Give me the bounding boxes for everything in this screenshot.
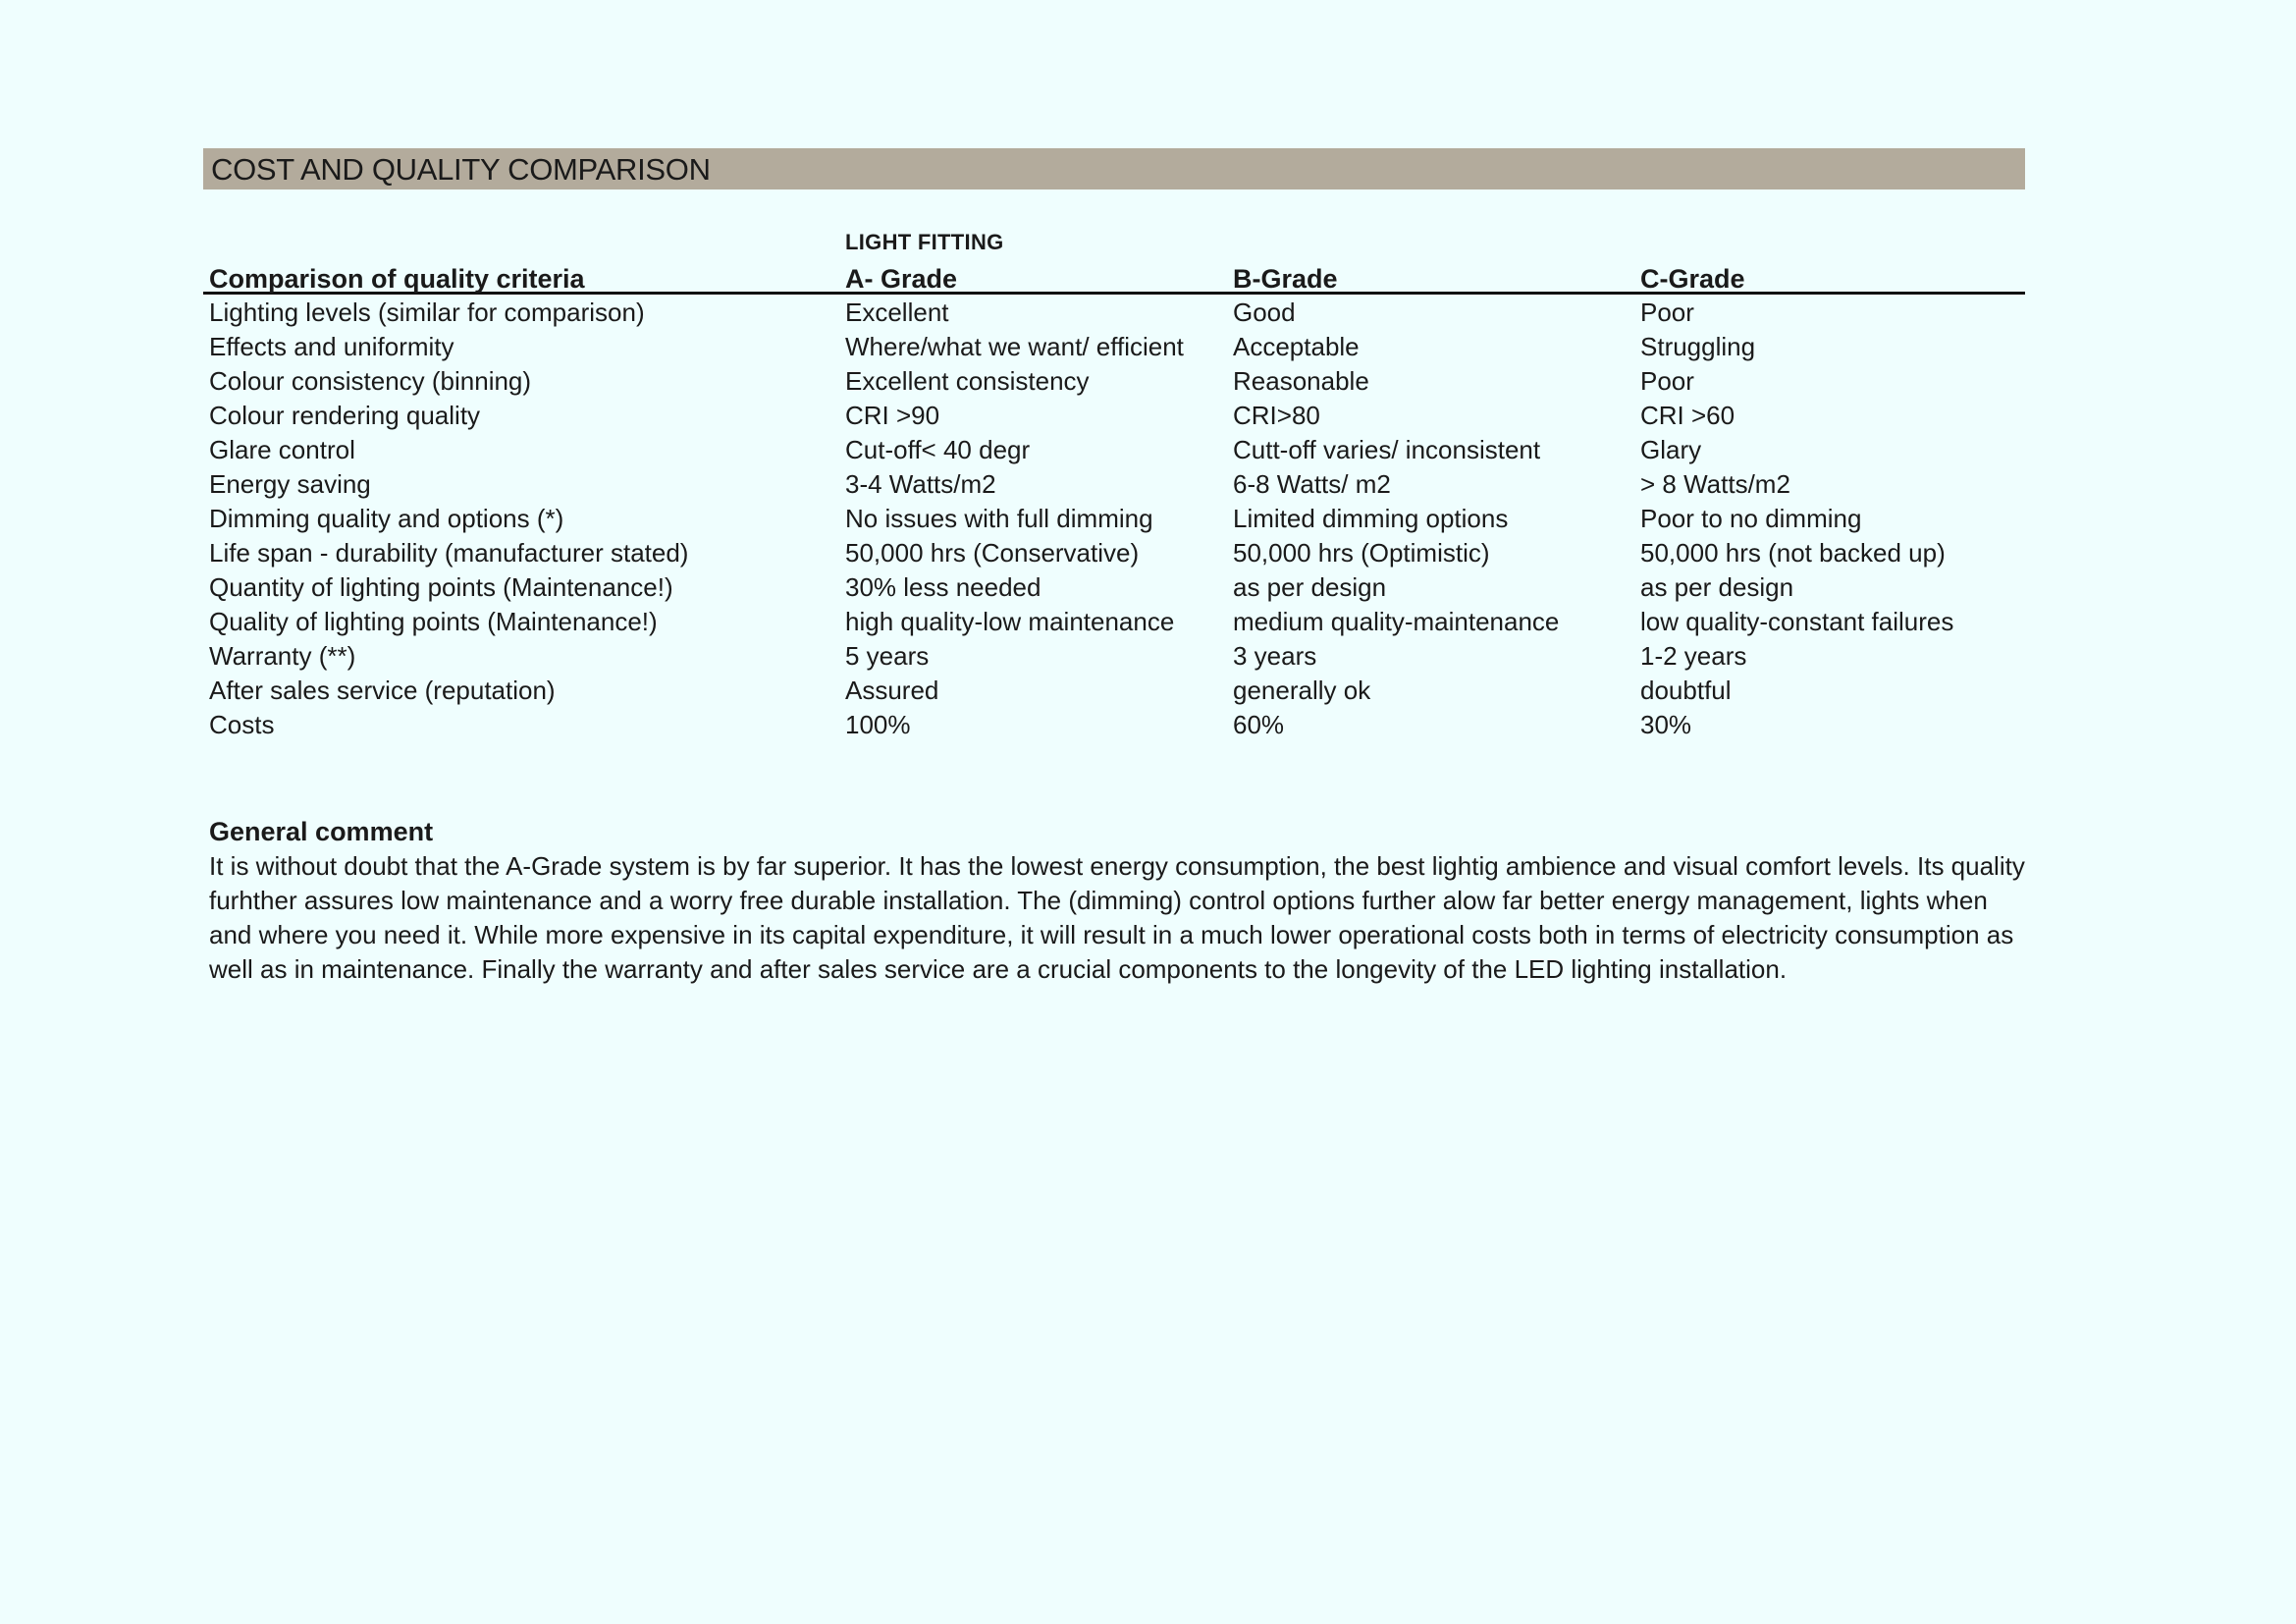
c-grade-cell: > 8 Watts/m2 [1640,469,1790,499]
table-row [203,604,2025,638]
c-grade-cell: CRI >60 [1640,401,1735,430]
comparison-table [203,259,2025,741]
a-grade-cell: No issues with full dimming [845,504,1153,533]
header-c-grade: C-Grade [1640,264,1745,294]
criteria-cell: Life span - durability (manufacturer stated) [209,538,689,568]
b-grade-cell: Acceptable [1233,332,1360,361]
table-row [203,569,2025,604]
b-grade-cell: CRI>80 [1233,401,1320,430]
c-grade-cell: low quality-constant failures [1640,607,1954,636]
table-body [203,295,2025,741]
a-grade-cell: Cut-off< 40 degr [845,435,1031,464]
table-header-row [203,259,2025,295]
a-grade-cell: 30% less needed [845,572,1041,602]
table-row [203,501,2025,535]
table-row [203,535,2025,569]
table-row [203,295,2025,329]
b-grade-cell: medium quality-maintenance [1233,607,1560,636]
b-grade-cell: generally ok [1233,676,1371,705]
criteria-cell: Quantity of lighting points (Maintenance!) [209,572,673,602]
criteria-cell: Lighting levels (similar for comparison) [209,298,645,327]
comment-text: It is without doubt that the A-Grade system is by far superior. It has the lowest energy consumption, the best lightig ambience and visual comfort levels. Its quality furhther assures low maintenance and a worry free durable installation. The (dimming) control options further alow far better energy management, lights when and where you need it. While more expensive in its capital expenditure, it will result in a much lower operational costs both in terms of electricity consumption as well as in maintenance. Finally the warranty and after sales service are a crucial components to the longevity of the LED lighting installation. [209,851,2025,984]
a-grade-cell: high quality-low maintenance [845,607,1175,636]
criteria-cell: After sales service (reputation) [209,676,556,705]
a-grade-cell: 5 years [845,641,930,671]
c-grade-cell: Glary [1640,435,1702,464]
a-grade-cell: Excellent consistency [845,366,1090,396]
criteria-cell: Costs [209,710,275,739]
table-row [203,329,2025,363]
a-grade-cell: Excellent [845,298,949,327]
page-title: COST AND QUALITY COMPARISON [203,148,2025,189]
b-grade-cell: 3 years [1233,641,1317,671]
b-grade-cell: 6-8 Watts/ m2 [1233,469,1391,499]
c-grade-cell: 30% [1640,710,1692,739]
c-grade-cell: 50,000 hrs (not backed up) [1640,538,1946,568]
a-grade-cell: Assured [845,676,939,705]
criteria-cell: Colour rendering quality [209,401,481,430]
a-grade-cell: Where/what we want/ efficient [845,332,1184,361]
criteria-cell: Dimming quality and options (*) [209,504,564,533]
table-row [203,466,2025,501]
criteria-cell: Colour consistency (binning) [209,366,532,396]
table-row [203,363,2025,398]
table-row [203,707,2025,741]
table-row [203,432,2025,466]
column-group-label: LIGHT FITTING [845,230,1004,254]
b-grade-cell: Cutt-off varies/ inconsistent [1233,435,1541,464]
criteria-cell: Warranty (**) [209,641,356,671]
header-criteria: Comparison of quality criteria [209,264,585,294]
a-grade-cell: 50,000 hrs (Conservative) [845,538,1140,568]
c-grade-cell: doubtful [1640,676,1732,705]
comment-heading: General comment [209,817,434,846]
c-grade-cell: Struggling [1640,332,1756,361]
b-grade-cell: Limited dimming options [1233,504,1509,533]
b-grade-cell: 60% [1233,710,1285,739]
b-grade-cell: as per design [1233,572,1387,602]
c-grade-cell: Poor [1640,366,1694,396]
b-grade-cell: Reasonable [1233,366,1369,396]
b-grade-cell: 50,000 hrs (Optimistic) [1233,538,1490,568]
table-row [203,673,2025,707]
a-grade-cell: 100% [845,710,911,739]
b-grade-cell: Good [1233,298,1296,327]
c-grade-cell: Poor to no dimming [1640,504,1862,533]
criteria-cell: Energy saving [209,469,371,499]
c-grade-cell: 1-2 years [1640,641,1747,671]
table-row [203,638,2025,673]
a-grade-cell: 3-4 Watts/m2 [845,469,996,499]
table-row [203,398,2025,432]
criteria-cell: Effects and uniformity [209,332,454,361]
a-grade-cell: CRI >90 [845,401,940,430]
c-grade-cell: as per design [1640,572,1794,602]
criteria-cell: Quality of lighting points (Maintenance!) [209,607,658,636]
criteria-cell: Glare control [209,435,355,464]
header-b-grade: B-Grade [1233,264,1338,294]
header-a-grade: A- Grade [845,264,958,294]
c-grade-cell: Poor [1640,298,1694,327]
